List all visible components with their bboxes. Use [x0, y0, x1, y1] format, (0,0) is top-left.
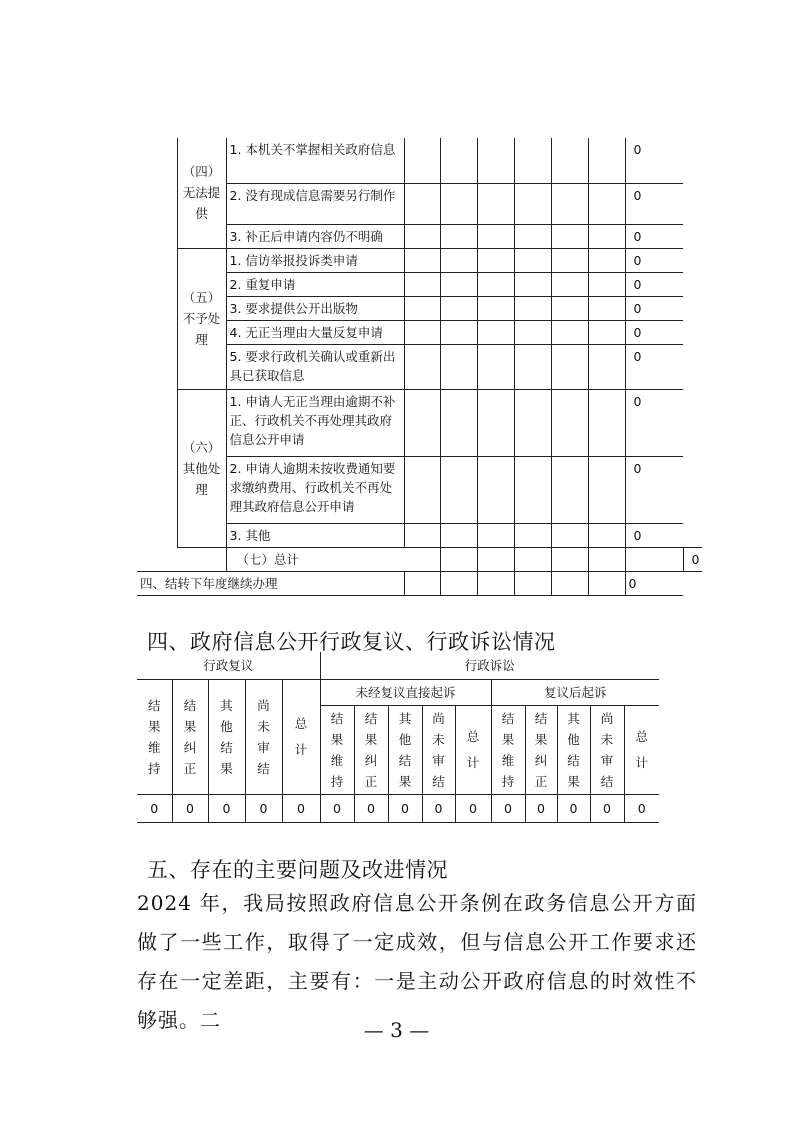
- empty-cell: [404, 320, 440, 344]
- total-cell: 0: [625, 248, 683, 272]
- empty-cell: [477, 248, 514, 272]
- fuyi-value-cell: 0: [172, 794, 208, 822]
- group-label: （五）不予处理: [177, 248, 226, 389]
- empty-cell: [404, 389, 440, 456]
- empty-cell: [514, 272, 551, 296]
- empty-cell: [404, 224, 440, 248]
- column-header-text: 尚未审结: [432, 710, 445, 789]
- empty-cell: [514, 389, 551, 456]
- empty-cell: [514, 224, 551, 248]
- application-stats-table: [137, 138, 702, 596]
- empty-cell: [514, 344, 551, 389]
- section5-title: 五、存在的主要问题及改进情况: [147, 858, 448, 882]
- empty-cell: [514, 296, 551, 320]
- empty-cell: [625, 547, 683, 571]
- empty-cell: [477, 138, 514, 183]
- empty-cell: [477, 456, 514, 523]
- fuyi-header: 行政复议: [137, 652, 320, 679]
- column-header-text: 结果纠正: [364, 710, 378, 789]
- after-value-cell: 0: [590, 794, 624, 822]
- column-header-text: 总计: [635, 728, 649, 770]
- empty-cell: [514, 571, 551, 595]
- after-header: 复议后起诉: [491, 679, 659, 705]
- empty-cell: [551, 296, 588, 320]
- row-label: 3. 补正后申请内容仍不明确: [226, 224, 404, 248]
- after-col-3: [557, 705, 590, 794]
- empty-cell: [440, 320, 477, 344]
- empty-cell: [477, 571, 514, 595]
- empty-cell: [551, 320, 588, 344]
- direct-col-4: [422, 705, 455, 794]
- empty-cell: [404, 456, 440, 523]
- fuyi-col-4: [245, 679, 282, 794]
- empty-cell: [588, 456, 625, 523]
- empty-cell: [440, 523, 477, 547]
- total-cell: 0: [625, 523, 683, 547]
- column-header-text: 结果维持: [501, 710, 515, 789]
- total-cell: 0: [625, 224, 683, 248]
- empty-cell: [588, 547, 625, 571]
- direct-value-cell: 0: [354, 794, 388, 822]
- empty-cell: [551, 224, 588, 248]
- empty-cell: [404, 138, 440, 183]
- empty-cell: [588, 183, 625, 224]
- direct-value-cell: 0: [455, 794, 491, 822]
- empty-cell: [588, 389, 625, 456]
- empty-cell: [440, 272, 477, 296]
- column-header-text: 结果纠正: [534, 710, 548, 789]
- fuyi-col-2: [172, 679, 208, 794]
- total-cell: 0: [625, 272, 683, 296]
- review-litigation-table: [137, 652, 659, 823]
- empty-cell: [440, 296, 477, 320]
- empty-cell: [404, 296, 440, 320]
- column-header-text: 结果维持: [148, 697, 161, 776]
- empty-cell: [551, 547, 588, 571]
- total-cell: 0: [625, 320, 683, 344]
- fuyi-col-1: [137, 679, 172, 794]
- after-value-cell: 0: [624, 794, 659, 822]
- direct-header: 未经复议直接起诉: [320, 679, 491, 705]
- empty-cell: [514, 183, 551, 224]
- fuyi-col-5: [282, 679, 320, 794]
- empty-cell: [514, 138, 551, 183]
- empty-cell: [514, 248, 551, 272]
- direct-col-1: [320, 705, 354, 794]
- empty-cell: [588, 344, 625, 389]
- empty-cell: [514, 456, 551, 523]
- empty-cell: [588, 571, 625, 595]
- empty-cell: [514, 523, 551, 547]
- empty-cell: [551, 456, 588, 523]
- empty-cell: [551, 272, 588, 296]
- empty-cell: [404, 248, 440, 272]
- empty-cell: [440, 138, 477, 183]
- direct-value-cell: 0: [388, 794, 422, 822]
- empty-cell: [477, 344, 514, 389]
- empty-cell: [440, 224, 477, 248]
- empty-cell: [440, 248, 477, 272]
- empty-cell: [588, 248, 625, 272]
- problems-paragraph: 2024 年，我局按照政府信息公开条例在政务信息公开方面做了一些工作，取得了一定成效，但与信息公开工作要求还存在一定差距，主要有：一是主动公开政府信息的时效性不够强。二: [137, 891, 697, 1032]
- column-header-text: 尚未审结: [600, 710, 614, 789]
- total-row-value: 0: [683, 547, 702, 571]
- fuyi-value-cell: 0: [245, 794, 282, 822]
- empty-cell: [551, 389, 588, 456]
- after-value-cell: 0: [525, 794, 557, 822]
- fuyi-value-cell: 0: [137, 794, 172, 822]
- total-cell: 0: [625, 389, 683, 456]
- empty-cell: [551, 138, 588, 183]
- row-label: 2. 申请人逾期未按收费通知要求缴纳费用、行政机关不再处理其政府信息公开申请: [226, 456, 404, 523]
- empty-cell: [440, 344, 477, 389]
- empty-cell: [588, 138, 625, 183]
- empty-cell: [404, 272, 440, 296]
- row-label: 2. 重复申请: [226, 272, 404, 296]
- row-label: 2. 没有现成信息需要另行制作: [226, 183, 404, 224]
- empty-cell: [440, 571, 477, 595]
- direct-col-2: [354, 705, 388, 794]
- empty-cell: [588, 523, 625, 547]
- after-col-1: [491, 705, 525, 794]
- empty-cell: [477, 389, 514, 456]
- total-cell: 0: [625, 296, 683, 320]
- after-value-cell: 0: [491, 794, 525, 822]
- empty-cell: [477, 224, 514, 248]
- fuyi-value-cell: 0: [208, 794, 245, 822]
- empty-cell: [514, 320, 551, 344]
- group-label: （六）其他处理: [177, 389, 226, 547]
- empty-cell: [477, 547, 514, 571]
- section4-title: 四、政府信息公开行政复议、行政诉讼情况: [147, 630, 556, 654]
- column-header-text: 总计: [294, 715, 308, 757]
- row-label: 4. 无正当理由大量反复申请: [226, 320, 404, 344]
- row-label: 1. 申请人无正当理由逾期不补正、行政机关不再处理其政府信息公开申请: [226, 389, 404, 456]
- fuyi-value-cell: 0: [282, 794, 320, 822]
- indent-spacer: [137, 138, 177, 571]
- column-header-text: 结果纠正: [183, 697, 197, 776]
- column-header-text: 尚未审结: [257, 697, 270, 776]
- empty-cell: [404, 523, 440, 547]
- row-label: 1. 本机关不掌握相关政府信息: [226, 138, 404, 183]
- row-label: 3. 其他: [226, 523, 404, 547]
- column-header-text: 其他结果: [567, 710, 580, 789]
- empty-cell: [440, 547, 477, 571]
- empty-cell: [551, 344, 588, 389]
- indent-spacer: [177, 547, 226, 571]
- total-cell: 0: [625, 138, 683, 183]
- direct-value-cell: 0: [320, 794, 354, 822]
- empty-cell: [440, 456, 477, 523]
- empty-cell: [514, 547, 551, 571]
- empty-cell: [588, 296, 625, 320]
- empty-cell: [588, 320, 625, 344]
- empty-cell: [551, 571, 588, 595]
- direct-col-3: [388, 705, 422, 794]
- empty-cell: [588, 224, 625, 248]
- carry-row-label: 四、结转下年度继续办理: [137, 571, 404, 595]
- empty-cell: [551, 248, 588, 272]
- after-value-cell: 0: [557, 794, 590, 822]
- column-header-text: 其他结果: [220, 697, 233, 776]
- carry-row-value: 0: [625, 571, 683, 595]
- empty-cell: [588, 272, 625, 296]
- empty-cell: [404, 571, 440, 595]
- empty-cell: [477, 272, 514, 296]
- total-row-label: （七）总计: [226, 547, 440, 571]
- fuyi-col-3: [208, 679, 245, 794]
- empty-cell: [404, 344, 440, 389]
- after-col-4: [590, 705, 624, 794]
- column-header-text: 其他结果: [398, 710, 412, 789]
- after-col-2: [525, 705, 557, 794]
- empty-cell: [440, 183, 477, 224]
- direct-col-5: [455, 705, 491, 794]
- row-label: 1. 信访举报投诉类申请: [226, 248, 404, 272]
- column-header-text: 结果维持: [330, 710, 344, 789]
- total-cell: 0: [625, 344, 683, 389]
- row-label: 5. 要求行政机关确认或重新出具已获取信息: [226, 344, 404, 389]
- empty-cell: [477, 183, 514, 224]
- column-header-text: 总计: [466, 728, 480, 770]
- empty-cell: [440, 389, 477, 456]
- empty-cell: [477, 296, 514, 320]
- group-label: （四）无法提供: [177, 138, 226, 248]
- after-col-5: [624, 705, 659, 794]
- empty-cell: [477, 320, 514, 344]
- total-cell: 0: [625, 456, 683, 523]
- empty-cell: [404, 183, 440, 224]
- row-label: 3. 要求提供公开出版物: [226, 296, 404, 320]
- empty-cell: [551, 523, 588, 547]
- direct-value-cell: 0: [422, 794, 455, 822]
- page-number: — 3 —: [363, 1018, 430, 1042]
- susong-header: 行政诉讼: [320, 652, 659, 679]
- empty-cell: [551, 183, 588, 224]
- empty-cell: [477, 523, 514, 547]
- total-cell: 0: [625, 183, 683, 224]
